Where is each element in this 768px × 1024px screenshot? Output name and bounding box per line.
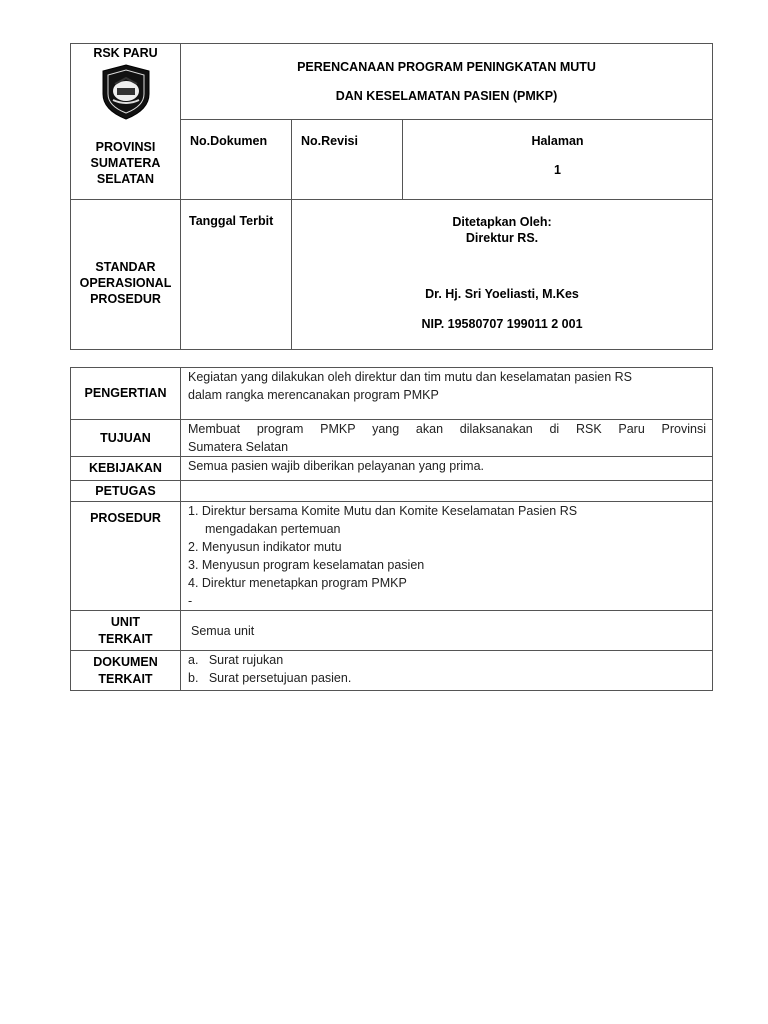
prosedur-list <box>181 502 713 611</box>
no-revisi-label: No.Revisi <box>292 120 403 200</box>
procedure-table <box>70 367 713 691</box>
approval-cell <box>292 200 713 350</box>
tujuan-text: Membuat program PMKP yang akan dilaksanakan di RSK Paru Provinsi Sumatera Selatan <box>181 420 713 457</box>
dokumen-terkait-label: DOKUMEN TERKAIT <box>71 651 181 691</box>
pengertian-text: Kegiatan yang dilakukan oleh direktur dan tim mutu dan keselamatan pasien RS dalam rangka merencanakan program PMKP <box>181 368 713 420</box>
ditetapkan-label: Ditetapkan Oleh: <box>452 215 552 229</box>
tanggal-terbit-label: Tanggal Terbit <box>181 200 292 350</box>
tujuan-label: TUJUAN <box>71 420 181 457</box>
document-title-line-1: PERENCANAAN PROGRAM PENINGKATAN MUTU <box>297 60 596 74</box>
document-header-table <box>70 43 713 350</box>
dokumen-item-b: b. Surat persetujuan pasien. <box>188 671 352 685</box>
petugas-text <box>181 481 713 502</box>
organization-name: RSK PARU <box>93 46 158 60</box>
province-name: PROVINSI SUMATERA SELATAN <box>90 140 161 186</box>
document-title-line-2: DAN KESELAMATAN PASIEN (PMKP) <box>335 89 558 103</box>
organization-cell <box>71 44 181 200</box>
dokumen-item-a: a. Surat rujukan <box>188 653 284 667</box>
province-emblem-icon <box>101 64 151 120</box>
prosedur-step-1: 1. Direktur bersama Komite Mutu dan Komite Keselamatan Pasien RS <box>188 504 578 518</box>
document-title-cell <box>181 44 713 120</box>
prosedur-label: PROSEDUR <box>71 502 181 611</box>
petugas-label: PETUGAS <box>71 481 181 502</box>
prosedur-step-4: 4. Direktur menetapkan program PMKP <box>188 576 407 590</box>
halaman-label: Halaman <box>531 134 584 148</box>
halaman-cell <box>403 120 713 200</box>
approver-name: Dr. Hj. Sri Yoeliasti, M.Kes <box>425 287 579 301</box>
pengertian-label: PENGERTIAN <box>71 368 181 420</box>
prosedur-dash: - <box>188 594 193 608</box>
unit-terkait-label: UNIT TERKAIT <box>71 611 181 651</box>
approver-nip: NIP. 19580707 199011 2 001 <box>421 317 583 331</box>
jabatan: Direktur RS. <box>465 231 539 245</box>
prosedur-step-2: 2. Menyusun indikator mutu <box>188 540 342 554</box>
unit-terkait-text: Semua unit <box>181 611 713 651</box>
kebijakan-label: KEBIJAKAN <box>71 457 181 481</box>
halaman-value: 1 <box>554 163 561 177</box>
kebijakan-text: Semua pasien wajib diberikan pelayanan yang prima. <box>181 457 713 481</box>
prosedur-step-3: 3. Menyusun program keselamatan pasien <box>188 558 425 572</box>
no-dokumen-label: No.Dokumen <box>181 120 292 200</box>
sop-cell: STANDAR OPERASIONAL PROSEDUR <box>71 200 181 350</box>
prosedur-step-1-cont: mengadakan pertemuan <box>205 522 341 536</box>
dokumen-terkait-list <box>181 651 713 691</box>
